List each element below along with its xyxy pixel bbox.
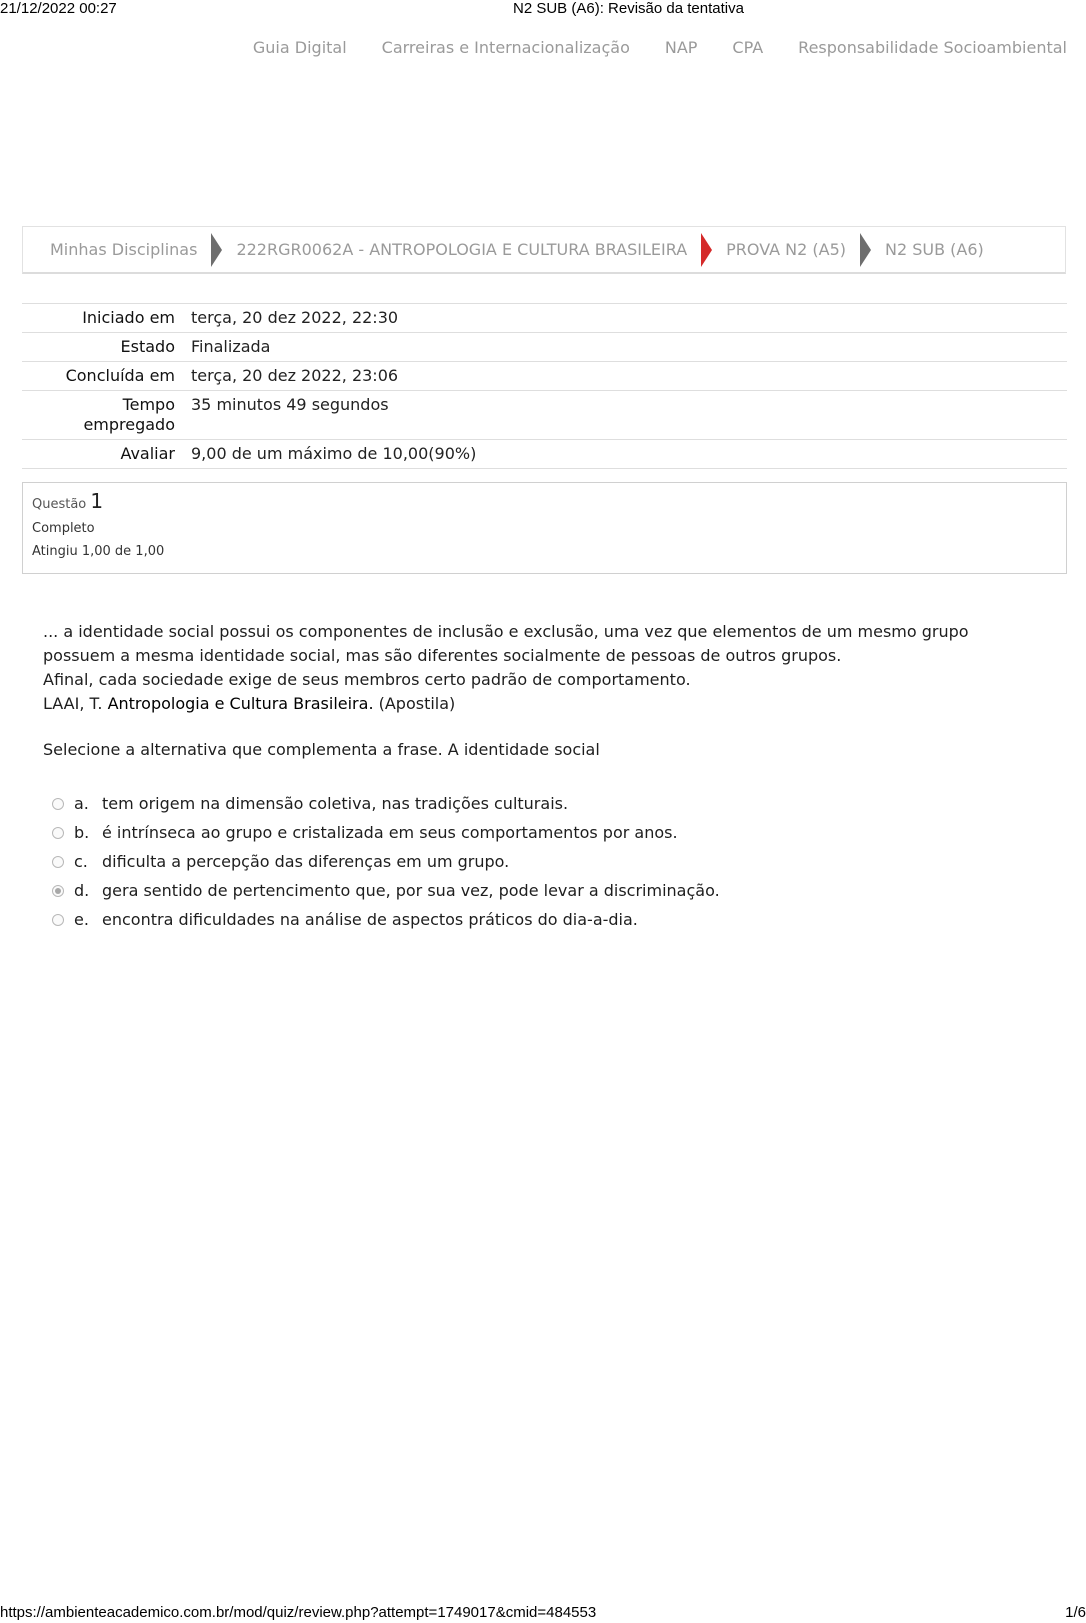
summary-label-line: Tempo: [122, 395, 175, 414]
option-letter: a.: [74, 794, 89, 813]
breadcrumb-link-quiz[interactable]: N2 SUB (A6): [885, 240, 984, 259]
radio-button[interactable]: [52, 914, 64, 926]
radio-button[interactable]: [52, 856, 64, 868]
breadcrumb-item: [871, 240, 998, 259]
answer-option[interactable]: [52, 847, 720, 876]
reference-title: Antropologia e Cultura Brasileira.: [107, 694, 374, 713]
answer-option[interactable]: [52, 905, 720, 934]
breadcrumb-link-section[interactable]: PROVA N2 (A5): [726, 240, 847, 259]
nav-link-nap[interactable]: NAP: [664, 38, 698, 57]
option-text: tem origem na dimensão coletiva, nas tradições culturais.: [102, 794, 569, 813]
summary-value: terça, 20 dez 2022, 22:30: [183, 304, 1067, 333]
option-letter: b.: [74, 823, 90, 842]
question-reference: [43, 692, 1043, 716]
question-status: Completo: [32, 521, 95, 536]
option-text: é intrínseca ao grupo e cristalizada em seus comportamentos por anos.: [102, 823, 678, 842]
breadcrumb-separator-icon: [211, 233, 222, 267]
print-url: https://ambienteacademico.com.br/mod/quiz/review.php?attempt=1749017&cmid=484553: [0, 1604, 597, 1621]
question-label: Questão: [32, 497, 87, 512]
grade-text: de um máximo de 10,00(: [226, 444, 435, 463]
option-text: gera sentido de pertencimento que, por sua vez, pode levar a discriminação.: [102, 881, 720, 900]
summary-label: [22, 391, 183, 440]
print-page-number: 1/6: [1065, 1604, 1086, 1621]
option-letter: e.: [74, 910, 89, 929]
print-title: N2 SUB (A6): Revisão da tentativa: [513, 0, 744, 17]
summary-value: terça, 20 dez 2022, 23:06: [183, 362, 1067, 391]
breadcrumb-separator-icon: [860, 233, 871, 267]
breadcrumb-item: [712, 233, 871, 267]
print-date: 21/12/2022 00:27: [0, 0, 117, 17]
summary-row-completed: [22, 362, 1067, 391]
breadcrumb-link-disciplinas[interactable]: Minhas Disciplinas: [50, 240, 198, 259]
summary-row-started: [22, 304, 1067, 333]
summary-label-line: empregado: [83, 415, 175, 434]
question-number-value: 1: [90, 489, 104, 513]
nav-link-carreiras[interactable]: Carreiras e Internacionalização: [381, 38, 630, 57]
summary-value: Finalizada: [183, 333, 1067, 362]
question-info-box: [22, 482, 1067, 574]
summary-value: 35 minutos 49 segundos: [183, 391, 1067, 440]
question-paragraph: Afinal, cada sociedade exige de seus membros certo padrão de comportamento.: [43, 670, 691, 689]
breadcrumb: [22, 226, 1066, 274]
summary-row-grade: [22, 440, 1067, 469]
answer-options: [52, 789, 720, 934]
grade-score: 9,00: [191, 444, 227, 463]
question-prompt: Selecione a alternativa que complementa a frase. A identidade social: [43, 740, 600, 759]
reference-note: (Apostila): [373, 694, 456, 713]
nav-link-cpa[interactable]: CPA: [732, 38, 764, 57]
summary-value: [183, 440, 1067, 469]
question-number: [32, 489, 1057, 513]
summary-label: Estado: [22, 333, 183, 362]
answer-option[interactable]: [52, 876, 720, 905]
summary-row-state: [22, 333, 1067, 362]
radio-button[interactable]: [52, 827, 64, 839]
nav-link-responsabilidade[interactable]: Responsabilidade Socioambiental: [798, 38, 1067, 57]
top-navigation: [253, 38, 1067, 57]
summary-label: Concluída em: [22, 362, 183, 391]
breadcrumb-item: [23, 233, 222, 267]
question-score: Atingiu 1,00 de 1,00: [32, 544, 165, 559]
radio-button-selected[interactable]: [52, 885, 64, 897]
answer-option[interactable]: [52, 789, 720, 818]
attempt-summary-table: [22, 303, 1067, 469]
question-paragraph: ... a identidade social possui os componentes de inclusão e exclusão, uma vez que elementos de um mesmo grupo possuem a mesma identidade social, mas são diferentes socialmente de pessoas de outros grupos.: [43, 622, 969, 665]
option-text: dificulta a percepção das diferenças em um grupo.: [102, 852, 510, 871]
reference-author: LAAI, T.: [43, 694, 108, 713]
grade-percent: 90%: [434, 444, 471, 463]
print-header: [0, 0, 1086, 20]
option-letter: c.: [74, 852, 88, 871]
breadcrumb-link-course[interactable]: 222RGR0062A - ANTROPOLOGIA E CULTURA BRASILEIRA: [236, 240, 688, 259]
option-letter: d.: [74, 881, 90, 900]
summary-label: Avaliar: [22, 440, 183, 469]
summary-label: Iniciado em: [22, 304, 183, 333]
breadcrumb-separator-icon: [701, 233, 712, 267]
grade-text-end: ): [470, 444, 477, 463]
summary-row-time: [22, 391, 1067, 440]
breadcrumb-item: [222, 233, 712, 267]
radio-button[interactable]: [52, 798, 64, 810]
nav-link-guia-digital[interactable]: Guia Digital: [252, 38, 347, 57]
question-text: [43, 620, 1043, 762]
answer-option[interactable]: [52, 818, 720, 847]
option-text: encontra dificuldades na análise de aspectos práticos do dia-a-dia.: [102, 910, 638, 929]
